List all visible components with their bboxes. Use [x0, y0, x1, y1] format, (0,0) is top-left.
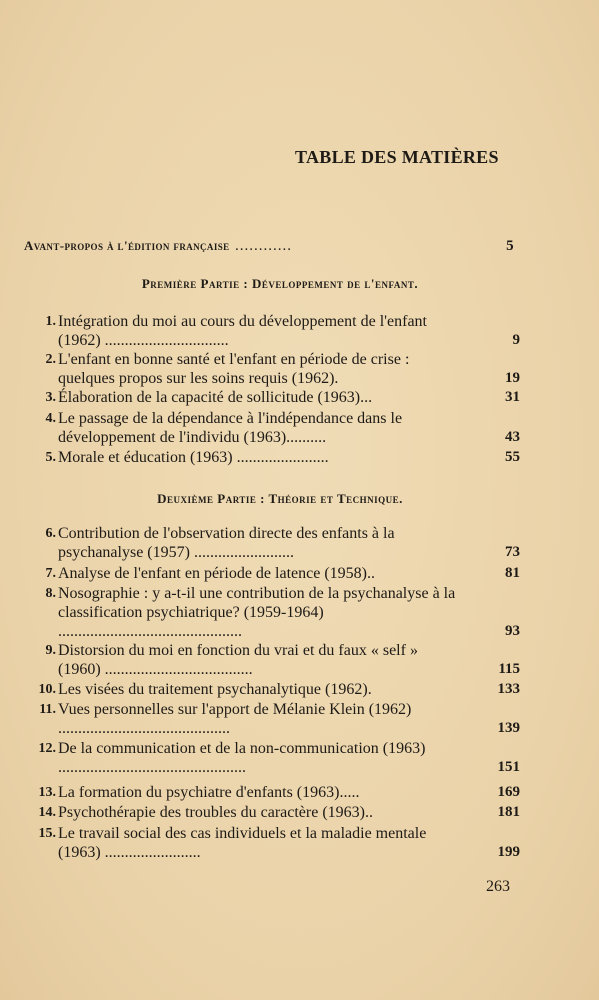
- entry-number: 8.: [45, 586, 56, 601]
- entry-page: 199: [497, 844, 520, 860]
- toc-entry-avant-propos: [24, 238, 514, 255]
- entry-number: 7.: [45, 566, 56, 581]
- entry-number: 6.: [45, 526, 56, 541]
- entry-page: 55: [505, 449, 520, 465]
- entry-page: 19: [505, 370, 520, 386]
- entry-text: Morale et éducation (1963) .......................: [58, 449, 329, 466]
- toc-entry-9: [24, 641, 520, 679]
- entry-page: 31: [505, 389, 520, 405]
- entry-text: De la communication et de la non-communication (1963) ...............................................: [58, 740, 426, 776]
- avant-propos-leader: ............: [235, 241, 293, 253]
- entry-page: 115: [498, 661, 520, 677]
- entry-page: 81: [505, 565, 520, 581]
- toc-entry-10: [24, 680, 520, 699]
- entry-text: Distorsion du moi en fonction du vrai et du faux « self » (1960) .....................................: [58, 642, 418, 678]
- entry-text: Vues personnelles sur l'apport de Mélanie Klein (1962) ...........................................: [58, 701, 412, 737]
- entry-page: 9: [512, 332, 520, 348]
- entry-text: Le travail social des cas individuels et la maladie mentale (1963) ........................: [58, 825, 427, 861]
- entry-text: Le passage de la dépendance à l'indépendance dans le développement de l'individu (1963)..........: [58, 410, 403, 446]
- entry-page: 133: [497, 681, 520, 697]
- toc-entry-11: [24, 700, 520, 738]
- entry-number: 1.: [45, 314, 56, 329]
- toc-entry-2: [24, 350, 520, 388]
- entry-page: 93: [505, 623, 520, 639]
- entry-text: Les visées du traitement psychanalytique (1962).: [58, 681, 372, 698]
- toc-entry-5: [24, 448, 520, 467]
- entry-page: 139: [497, 720, 520, 736]
- entry-text: Intégration du moi au cours du développement de l'enfant (1962) ...............................: [58, 313, 427, 349]
- entry-page: 73: [505, 544, 520, 560]
- entry-number: 13.: [38, 785, 56, 800]
- entry-number: 10.: [38, 682, 56, 697]
- entry-number: 12.: [38, 741, 56, 756]
- page-title: TABLE DES MATIÈRES: [295, 147, 499, 167]
- entry-number: 15.: [38, 826, 56, 841]
- entry-page: 43: [505, 429, 520, 445]
- entry-text: Analyse de l'enfant en période de latence (1958)..: [58, 565, 375, 582]
- toc-entry-7: [24, 564, 520, 583]
- entry-number: 2.: [45, 352, 56, 367]
- entry-text: Psychothérapie des troubles du caractère (1963)..: [58, 804, 373, 821]
- toc-entry-14: [24, 803, 520, 822]
- entry-page: 181: [497, 804, 520, 820]
- avant-propos-label: Avant-propos à l'édition française: [24, 238, 230, 253]
- toc-entry-13: [24, 783, 520, 802]
- toc-entry-6: [24, 524, 520, 562]
- entry-text: La formation du psychiatre d'enfants (1963).....: [58, 784, 360, 801]
- toc-entry-12: [24, 739, 520, 777]
- entry-page: 151: [497, 759, 520, 775]
- entry-number: 4.: [45, 411, 56, 426]
- toc-entry-1: [24, 312, 520, 350]
- page-number: 263: [486, 878, 510, 895]
- entry-number: 5.: [45, 450, 56, 465]
- entry-page: 169: [497, 784, 520, 800]
- toc-entry-3: [24, 388, 520, 407]
- avant-propos-page: 5: [506, 238, 514, 254]
- toc-entry-4: [24, 409, 520, 447]
- entry-number: 11.: [39, 702, 56, 717]
- toc-entry-15: [24, 824, 520, 862]
- part-two-heading: Deuxième Partie : Théorie et Technique.: [157, 491, 403, 506]
- entry-text: Contribution de l'observation directe des enfants à la psychanalyse (1957) .........................: [58, 525, 395, 561]
- toc-entry-8: [24, 584, 520, 641]
- entry-number: 3.: [45, 390, 56, 405]
- entry-number: 14.: [38, 805, 56, 820]
- entry-text: L'enfant en bonne santé et l'enfant en période de crise : quelques propos sur les soins requis (1962).: [58, 351, 410, 387]
- entry-text: Nosographie : y a-t-il une contribution de la psychanalyse à la classification psychiatrique? (1959-1964) ..............................................: [58, 585, 456, 640]
- part-one-heading: Première Partie : Développement de l'enfant.: [141, 276, 419, 291]
- entry-number: 9.: [45, 643, 56, 658]
- entry-text: Élaboration de la capacité de sollicitude (1963)...: [58, 389, 373, 406]
